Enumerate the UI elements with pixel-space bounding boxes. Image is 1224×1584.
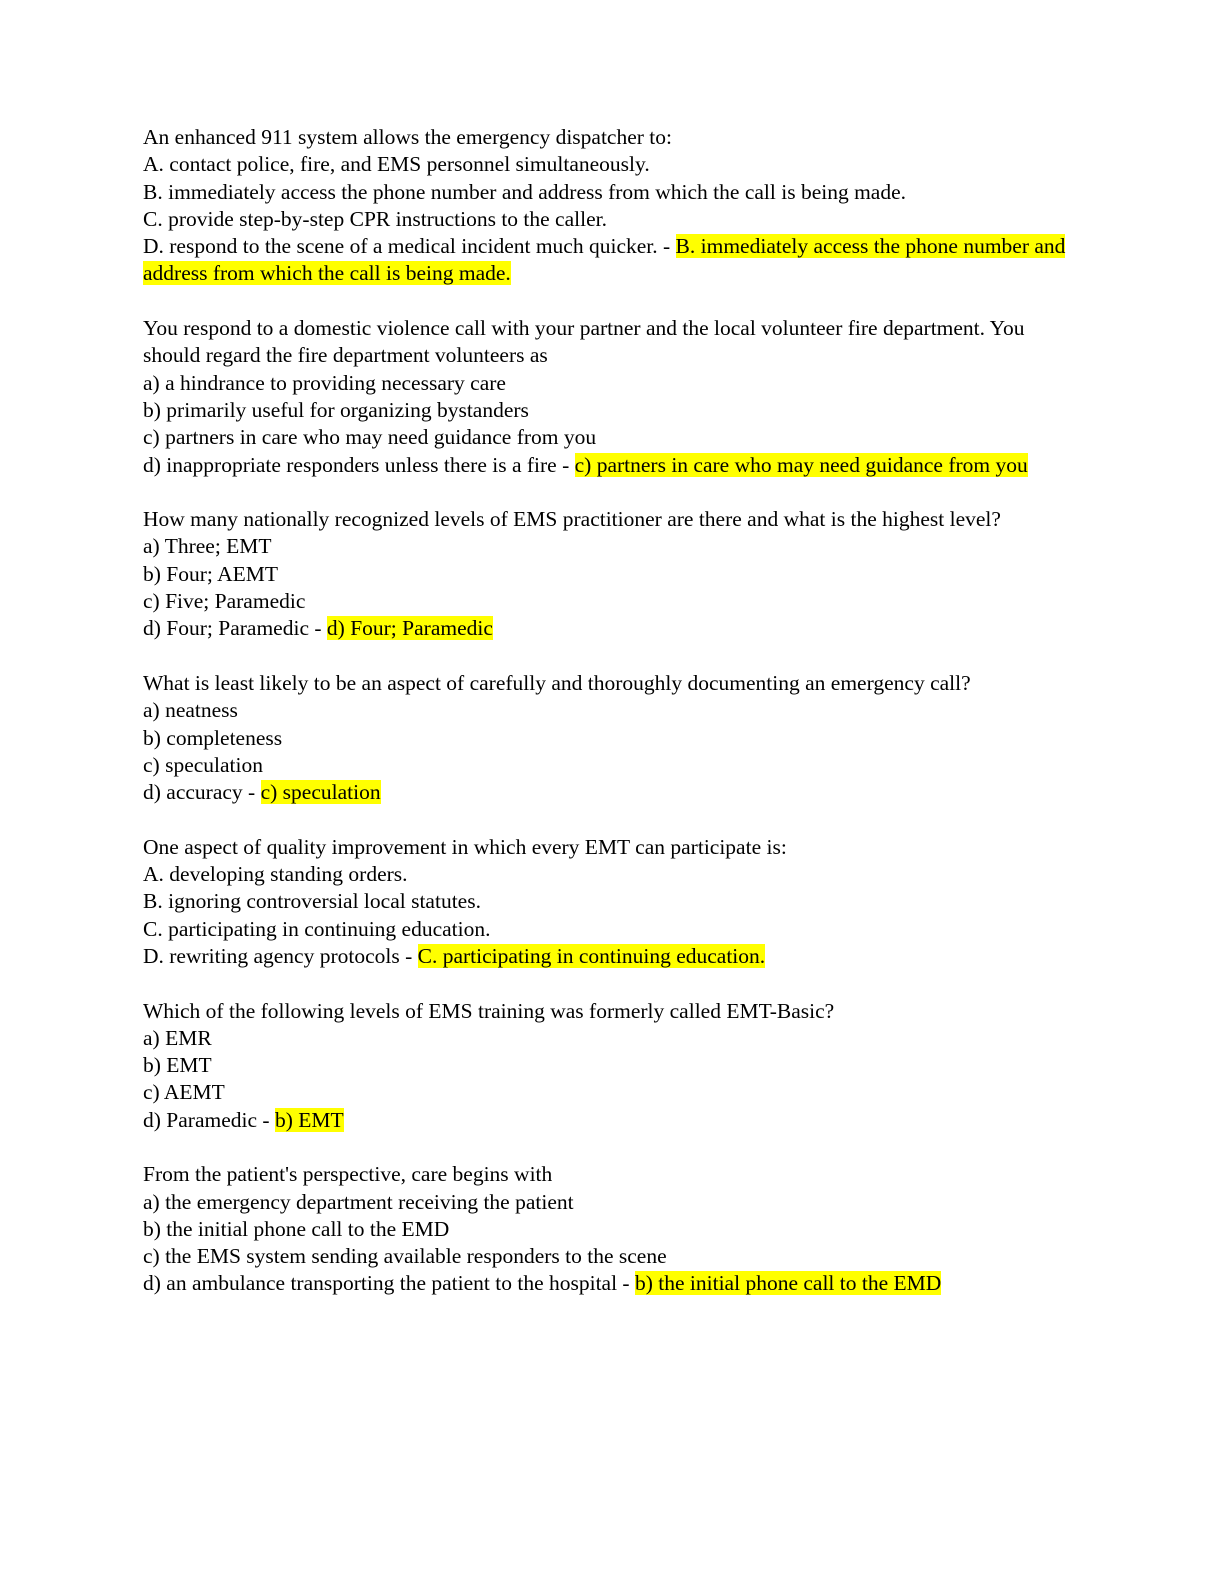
question-prompt: You respond to a domestic violence call with your partner and the local volunteer fire department. You should regard the fire department volunteers as <box>143 316 1025 368</box>
option-a: a) EMR <box>143 1025 212 1050</box>
option-d: d) Paramedic - <box>143 1107 275 1132</box>
option-d-with-answer <box>143 233 1083 288</box>
option-d: D. respond to the scene of a medical incident much quicker. - <box>143 234 676 259</box>
option-d-with-answer <box>143 943 1083 970</box>
option-d: d) Four; Paramedic - <box>143 616 327 641</box>
option-c: c) speculation <box>143 752 263 777</box>
option-c: C. provide step-by-step CPR instructions to the caller. <box>143 206 607 231</box>
question-block <box>143 998 1083 1134</box>
option-b: b) completeness <box>143 725 283 750</box>
option-d-with-answer <box>143 1270 1083 1297</box>
option-d: d) an ambulance transporting the patient to the hospital - <box>143 1271 635 1296</box>
option-d-with-answer <box>143 615 1083 642</box>
option-c: c) the EMS system sending available responders to the scene <box>143 1244 667 1269</box>
highlighted-answer: c) speculation <box>260 780 381 805</box>
option-c: C. participating in continuing education. <box>143 916 491 941</box>
option-c: c) partners in care who may need guidance from you <box>143 425 597 450</box>
option-b: B. ignoring controversial local statutes. <box>143 889 481 914</box>
question-prompt: From the patient's perspective, care begins with <box>143 1162 553 1187</box>
question-block <box>143 506 1083 642</box>
highlighted-answer: b) the initial phone call to the EMD <box>634 1271 942 1296</box>
question-block <box>143 124 1083 288</box>
highlighted-answer: d) Four; Paramedic <box>326 616 493 641</box>
option-d: d) accuracy - <box>143 780 261 805</box>
question-block <box>143 315 1083 479</box>
option-d-with-answer <box>143 452 1083 479</box>
option-a: a) the emergency department receiving the patient <box>143 1189 574 1214</box>
option-b: b) Four; AEMT <box>143 561 278 586</box>
question-prompt: What is least likely to be an aspect of carefully and thoroughly documenting an emergency call? <box>143 670 971 695</box>
option-a: a) neatness <box>143 698 238 723</box>
option-a: a) a hindrance to providing necessary care <box>143 370 506 395</box>
highlighted-answer: C. participating in continuing education. <box>417 943 766 968</box>
option-c: c) AEMT <box>143 1080 225 1105</box>
option-b: b) primarily useful for organizing bystanders <box>143 397 529 422</box>
option-c: c) Five; Paramedic <box>143 589 306 614</box>
highlighted-answer: B. immediately access the phone number and address from which the call is being made. <box>143 234 1066 286</box>
option-b: B. immediately access the phone number and address from which the call is being made. <box>143 179 907 204</box>
question-block <box>143 670 1083 806</box>
option-a: a) Three; EMT <box>143 534 272 559</box>
option-d-with-answer <box>143 1107 1083 1134</box>
question-prompt: How many nationally recognized levels of EMS practitioner are there and what is the highest level? <box>143 507 1001 532</box>
option-d-with-answer <box>143 779 1083 806</box>
question-block <box>143 1161 1083 1297</box>
question-prompt: An enhanced 911 system allows the emergency dispatcher to: <box>143 125 672 149</box>
document-page <box>143 124 1083 1325</box>
highlighted-answer: b) EMT <box>274 1107 344 1132</box>
option-a: A. contact police, fire, and EMS personnel simultaneously. <box>143 152 650 177</box>
question-prompt: One aspect of quality improvement in which every EMT can participate is: <box>143 834 787 859</box>
question-prompt: Which of the following levels of EMS training was formerly called EMT-Basic? <box>143 998 835 1023</box>
question-block <box>143 834 1083 970</box>
option-b: b) EMT <box>143 1053 212 1078</box>
option-d: d) inappropriate responders unless there is a fire - <box>143 452 575 477</box>
highlighted-answer: c) partners in care who may need guidance from you <box>574 452 1028 477</box>
option-d: D. rewriting agency protocols - <box>143 943 418 968</box>
option-b: b) the initial phone call to the EMD <box>143 1216 450 1241</box>
option-a: A. developing standing orders. <box>143 862 408 887</box>
